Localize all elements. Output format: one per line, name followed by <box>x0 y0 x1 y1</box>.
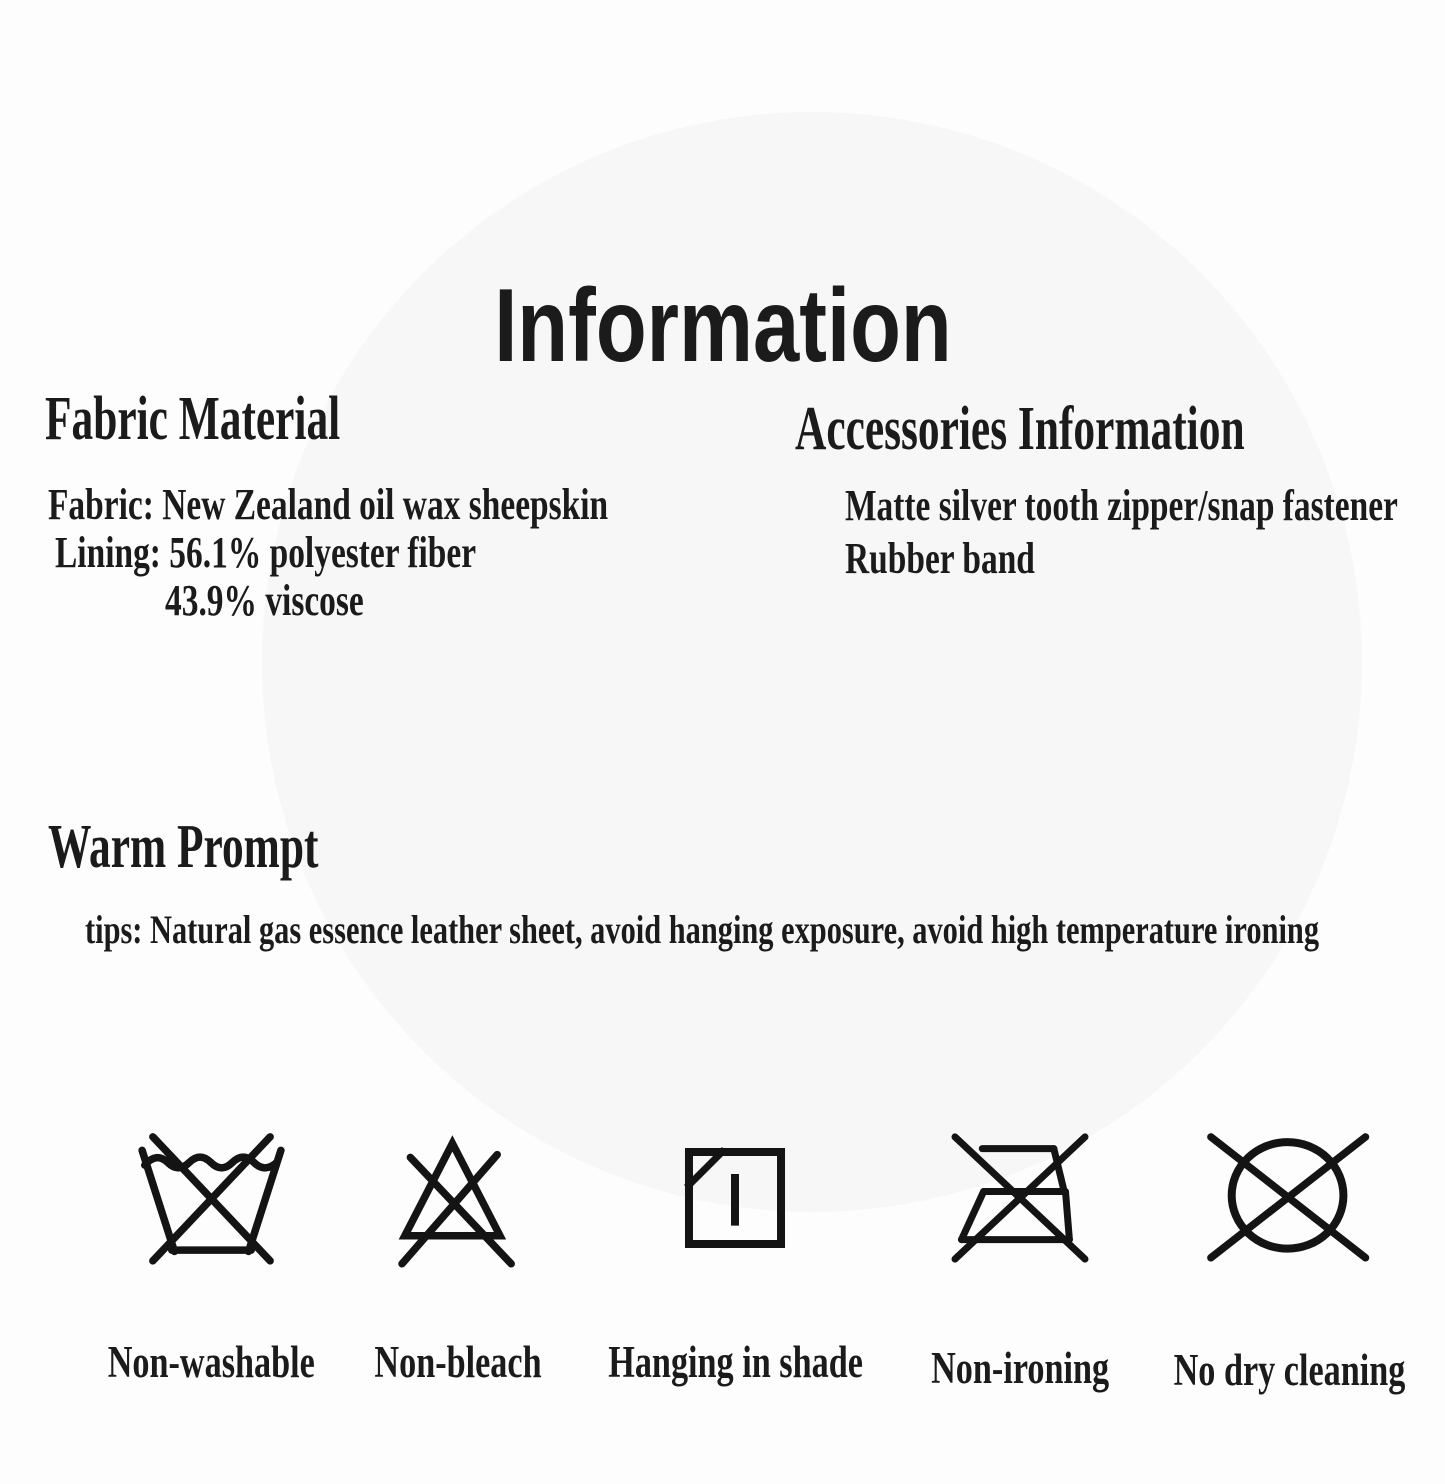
care-label: Non-washable <box>107 1337 315 1387</box>
care-item-non-washable <box>75 1125 348 1393</box>
fabric-material-lines <box>48 481 785 625</box>
no-dry-clean-icon <box>1207 1133 1372 1263</box>
dry-in-shade-icon <box>676 1139 794 1257</box>
care-item-non-ironing <box>903 1125 1137 1393</box>
page-title: Information <box>493 268 952 384</box>
care-label: Non-ironing <box>930 1343 1109 1393</box>
zipper-line: Matte silver tooth zipper/snap fastener <box>845 481 1398 530</box>
care-label: Hanging in shade <box>607 1337 863 1387</box>
care-symbols-row <box>75 1125 1406 1395</box>
lining-line: Lining: 56.1% polyester fiber <box>55 528 477 577</box>
warm-prompt-tips: tips: Natural gas essence leather sheet, avoid hanging exposure, avoid high temperature ironing <box>85 907 1320 952</box>
page-title-row <box>0 268 1445 384</box>
no-bleach-icon <box>388 1128 528 1268</box>
fabric-line: Fabric: New Zealand oil wax sheepskin <box>48 480 609 529</box>
rubber-band-line: Rubber band <box>845 534 1035 583</box>
accessories-heading: Accessories Information <box>795 395 1245 463</box>
viscose-line: 43.9% viscose <box>165 576 364 625</box>
care-item-non-bleach <box>348 1125 568 1393</box>
care-label: Non-bleach <box>373 1337 542 1387</box>
warm-prompt-heading: Warm Prompt <box>48 813 319 881</box>
care-item-no-dry-cleaning <box>1137 1125 1442 1393</box>
fabric-material-heading: Fabric Material <box>45 385 341 453</box>
no-wash-icon <box>134 1130 289 1265</box>
care-item-hanging-in-shade <box>568 1125 903 1393</box>
accessories-lines <box>845 479 1445 585</box>
care-label: No dry cleaning <box>1173 1345 1406 1395</box>
no-iron-icon <box>951 1133 1089 1263</box>
